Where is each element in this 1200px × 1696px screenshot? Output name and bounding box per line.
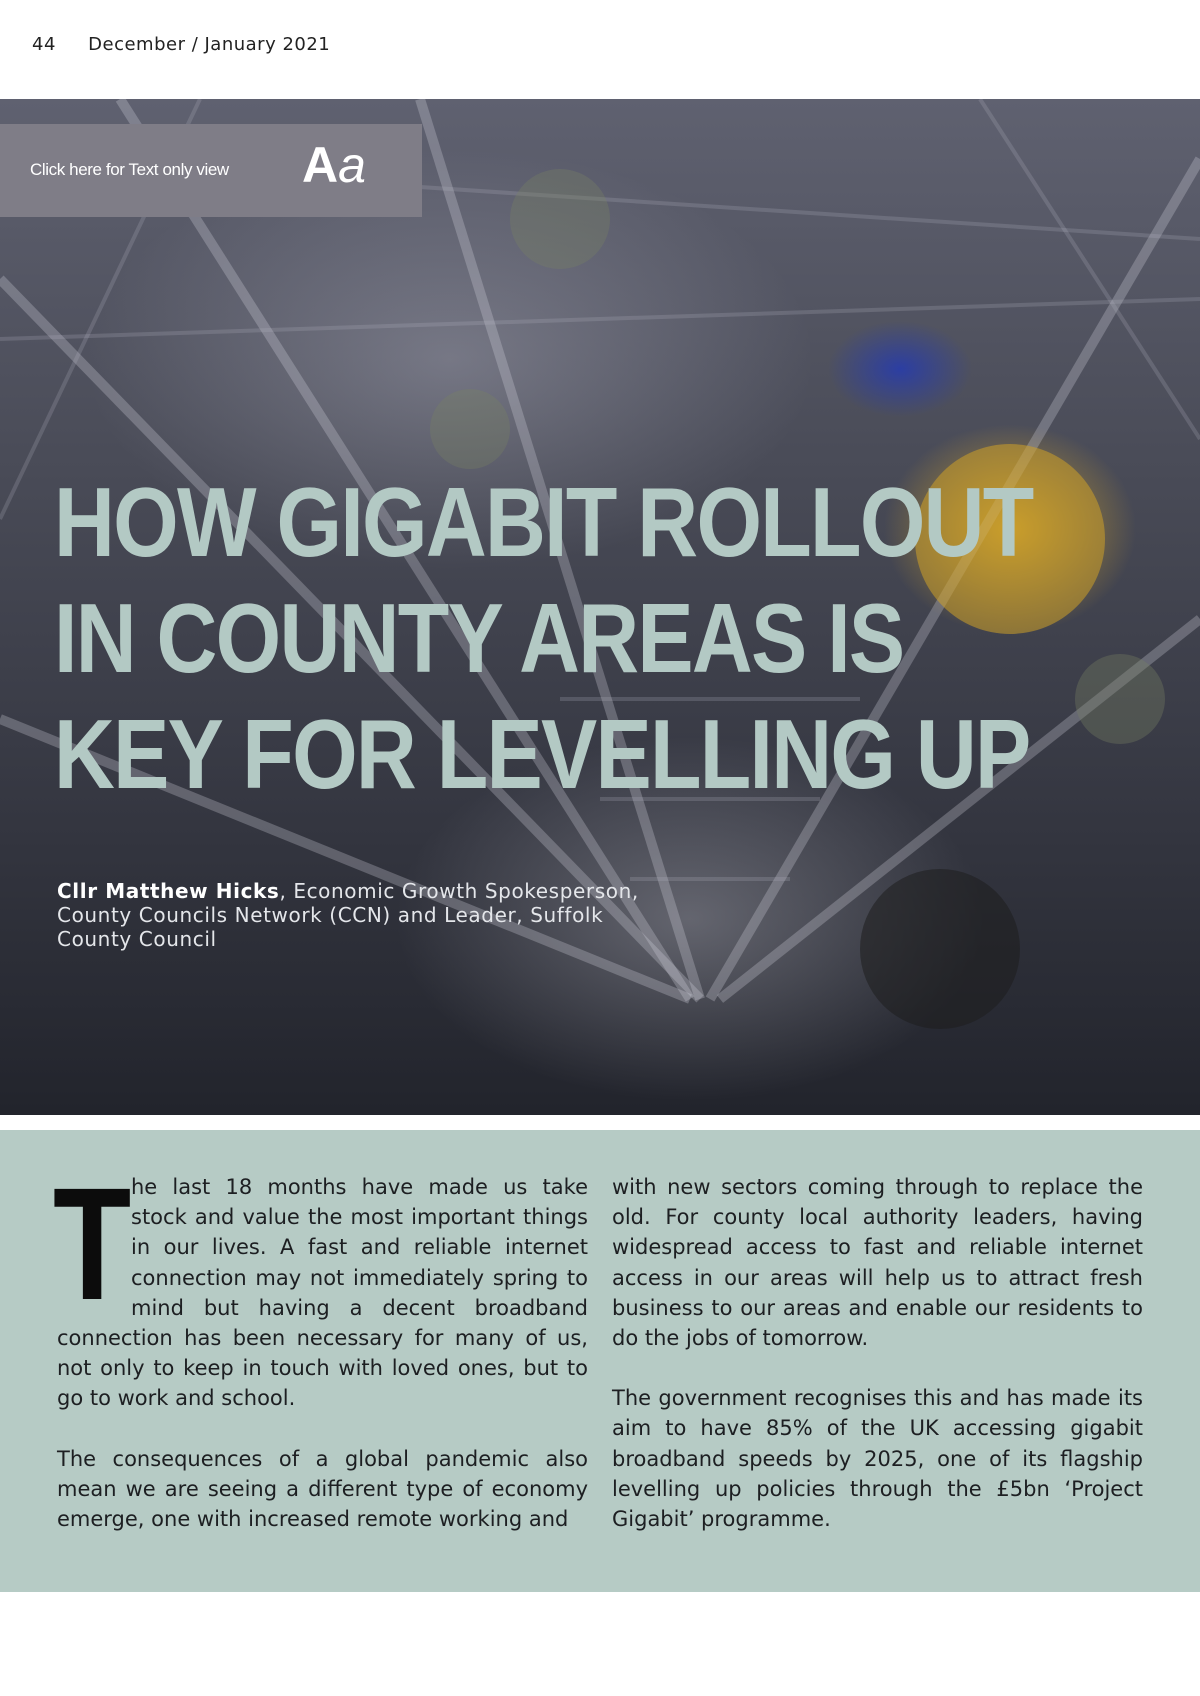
author-byline [57,879,657,951]
drop-cap: T [53,1154,132,1333]
headline-line-3: KEY FOR LEVELLING UP [54,699,1030,809]
issue-date: December / January 2021 [88,34,331,55]
paragraph-1: The last 18 months have made us take stock and value the most important things in our lives. A fast and reliable internet connection may not immediately spring to mind but having a decent broadband connection has been necessary for many of us, not only to keep in touch with loved ones, but to go to work and school. [53,1154,588,1411]
author-name: Cllr Matthew Hicks [57,879,280,903]
author-role: , Economic Growth Spokesperson, County Councils Network (CCN) and Leader, Suffolk County Council [57,879,639,951]
page-header [32,34,330,55]
page-number: 44 [32,34,56,55]
paragraph-2: The consequences of a global pandemic also mean we are seeing a different type of economy emerge, one with increased remote working and [57,1446,588,1532]
article-column-right [612,1172,1143,1564]
article-headline [54,464,1033,812]
hero-image [0,99,1200,1115]
article-body [0,1130,1200,1592]
headline-line-1: HOW GIGABIT ROLLOUT [54,467,1033,577]
article-column-left [53,1154,588,1564]
paragraph-4: The government recognises this and has made its aim to have 85% of the UK accessing gigabit broadband speeds by 2025, one of its flagship levelling up policies through the £5bn ‘Project Gigabit’ programme. [612,1386,1143,1532]
paragraph-3: with new sectors coming through to replace the old. For county local authority leaders, having widespread access to fast and reliable internet access in our areas will help us to attract fresh business to our areas and enable our residents to do the jobs of tomorrow. [612,1175,1143,1351]
text-only-view-button[interactable] [0,124,422,217]
font-aa-icon: Aa [302,137,366,193]
text-only-view-label: Click here for Text only view [30,160,229,179]
headline-line-2: IN COUNTY AREAS IS [54,583,904,693]
